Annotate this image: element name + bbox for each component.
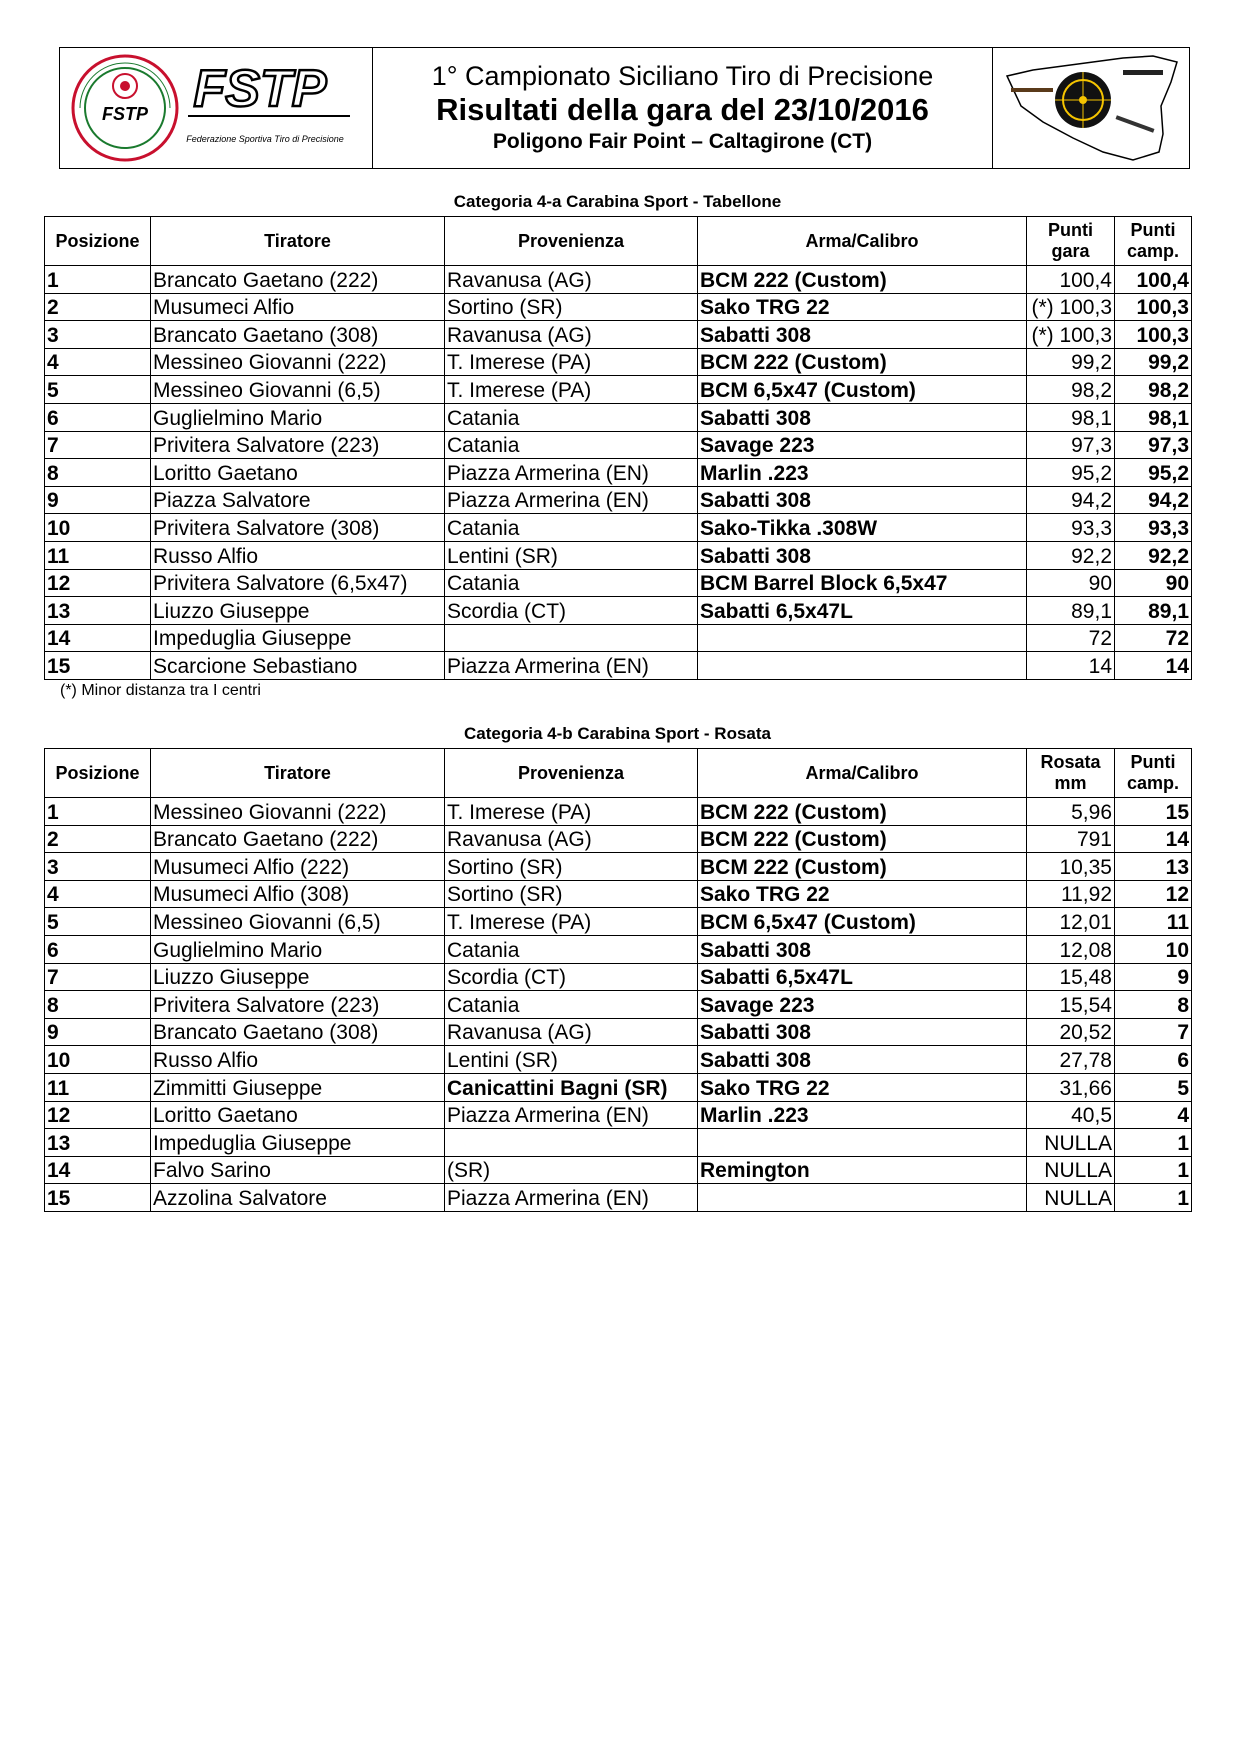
category-a-rows — [45, 266, 1192, 680]
cell-shooter-name: Zimmitti Giuseppe — [151, 1073, 445, 1101]
cell-score: 5,96 — [1027, 798, 1115, 826]
cell-origin: Ravanusa (AG) — [445, 825, 698, 853]
cell-origin: Ravanusa (AG) — [445, 1018, 698, 1046]
category-b-results-table — [44, 748, 1192, 1212]
cell-origin: T. Imerese (PA) — [445, 908, 698, 936]
cell-origin: Sortino (SR) — [445, 293, 698, 321]
col-header-arma-calibro: Arma/Calibro — [698, 749, 1027, 798]
cell-weapon-caliber: BCM 6,5x47 (Custom) — [698, 908, 1027, 936]
category-a-results-table — [44, 216, 1192, 680]
cell-shooter-name: Messineo Giovanni (222) — [151, 798, 445, 826]
cell-weapon-caliber: BCM Barrel Block 6,5x47 — [698, 569, 1027, 597]
cell-position: 2 — [45, 293, 151, 321]
cell-shooter-name: Privitera Salvatore (223) — [151, 991, 445, 1019]
cell-weapon-caliber: Sabatti 6,5x47L — [698, 597, 1027, 625]
table-row — [45, 459, 1192, 487]
cell-score: 27,78 — [1027, 1046, 1115, 1074]
cell-weapon-caliber: Sako-Tikka .308W — [698, 514, 1027, 542]
cell-position: 12 — [45, 1101, 151, 1129]
cell-origin: Catania — [445, 991, 698, 1019]
cell-championship-points: 7 — [1115, 1018, 1192, 1046]
cell-position: 10 — [45, 514, 151, 542]
cell-weapon-caliber — [698, 1184, 1027, 1212]
cell-score: 92,2 — [1027, 541, 1115, 569]
table-row — [45, 376, 1192, 404]
svg-text:FSTP: FSTP — [101, 104, 149, 124]
cell-position: 8 — [45, 991, 151, 1019]
col-header-tiratore: Tiratore — [151, 217, 445, 266]
cell-position: 5 — [45, 908, 151, 936]
cell-weapon-caliber: BCM 222 (Custom) — [698, 348, 1027, 376]
cell-championship-points: 15 — [1115, 798, 1192, 826]
cell-position: 9 — [45, 486, 151, 514]
cell-position: 7 — [45, 431, 151, 459]
cell-position: 14 — [45, 624, 151, 652]
cell-position: 3 — [45, 321, 151, 349]
cell-weapon-caliber: Sako TRG 22 — [698, 1073, 1027, 1101]
cell-championship-points: 4 — [1115, 1101, 1192, 1129]
cell-origin: Piazza Armerina (EN) — [445, 486, 698, 514]
cell-shooter-name: Messineo Giovanni (6,5) — [151, 908, 445, 936]
cell-weapon-caliber: Sabatti 6,5x47L — [698, 963, 1027, 991]
table-row — [45, 541, 1192, 569]
cell-origin — [445, 624, 698, 652]
table-row — [45, 1156, 1192, 1184]
cell-score: 14 — [1027, 652, 1115, 680]
cell-championship-points: 5 — [1115, 1073, 1192, 1101]
cell-score: 15,48 — [1027, 963, 1115, 991]
cell-championship-points: 93,3 — [1115, 514, 1192, 542]
cell-position: 6 — [45, 403, 151, 431]
table-row — [45, 266, 1192, 294]
cell-origin: Sortino (SR) — [445, 880, 698, 908]
cell-shooter-name: Musumeci Alfio (308) — [151, 880, 445, 908]
table-row — [45, 348, 1192, 376]
cell-shooter-name: Musumeci Alfio — [151, 293, 445, 321]
cell-weapon-caliber: BCM 222 (Custom) — [698, 798, 1027, 826]
col-header-punti-gara: Punti gara — [1027, 217, 1115, 266]
cell-origin: Ravanusa (AG) — [445, 266, 698, 294]
table-header-row — [45, 217, 1192, 266]
table-row — [45, 853, 1192, 881]
cell-weapon-caliber — [698, 624, 1027, 652]
col-header-arma-calibro: Arma/Calibro — [698, 217, 1027, 266]
cell-championship-points: 98,1 — [1115, 403, 1192, 431]
cell-position: 15 — [45, 652, 151, 680]
table-row — [45, 514, 1192, 542]
table-row — [45, 991, 1192, 1019]
cell-shooter-name: Privitera Salvatore (223) — [151, 431, 445, 459]
cell-shooter-name: Brancato Gaetano (222) — [151, 266, 445, 294]
cell-shooter-name: Russo Alfio — [151, 1046, 445, 1074]
cell-shooter-name: Azzolina Salvatore — [151, 1184, 445, 1212]
cell-championship-points: 95,2 — [1115, 459, 1192, 487]
cell-shooter-name: Loritto Gaetano — [151, 459, 445, 487]
col-header-punti-camp: Punti camp. — [1115, 749, 1192, 798]
cell-shooter-name: Guglielmino Mario — [151, 935, 445, 963]
cell-shooter-name: Brancato Gaetano (222) — [151, 825, 445, 853]
cell-shooter-name: Scarcione Sebastiano — [151, 652, 445, 680]
col-header-posizione: Posizione — [45, 749, 151, 798]
cell-shooter-name: Messineo Giovanni (6,5) — [151, 376, 445, 404]
cell-weapon-caliber: BCM 222 (Custom) — [698, 825, 1027, 853]
cell-shooter-name: Liuzzo Giuseppe — [151, 597, 445, 625]
fstp-logo — [60, 48, 373, 168]
cell-weapon-caliber: BCM 222 (Custom) — [698, 853, 1027, 881]
cell-championship-points: 9 — [1115, 963, 1192, 991]
cell-position: 5 — [45, 376, 151, 404]
header-title-block — [373, 48, 993, 168]
cell-position: 1 — [45, 266, 151, 294]
cell-origin: Lentini (SR) — [445, 1046, 698, 1074]
cell-score: 12,01 — [1027, 908, 1115, 936]
cell-shooter-name: Messineo Giovanni (222) — [151, 348, 445, 376]
cell-score: 15,54 — [1027, 991, 1115, 1019]
cell-position: 13 — [45, 597, 151, 625]
svg-text:FSTP: FSTP — [193, 60, 327, 118]
cell-championship-points: 72 — [1115, 624, 1192, 652]
cell-championship-points: 98,2 — [1115, 376, 1192, 404]
cell-origin: T. Imerese (PA) — [445, 798, 698, 826]
cell-origin: (SR) — [445, 1156, 698, 1184]
venue-title: Poligono Fair Point – Caltagirone (CT) — [492, 130, 873, 153]
cell-weapon-caliber: Savage 223 — [698, 431, 1027, 459]
cell-shooter-name: Piazza Salvatore — [151, 486, 445, 514]
table-row — [45, 431, 1192, 459]
cell-score: 98,1 — [1027, 403, 1115, 431]
cell-position: 14 — [45, 1156, 151, 1184]
table-row — [45, 321, 1192, 349]
cell-origin: Piazza Armerina (EN) — [445, 652, 698, 680]
cell-origin: Lentini (SR) — [445, 541, 698, 569]
cell-weapon-caliber: Marlin .223 — [698, 459, 1027, 487]
cell-championship-points: 14 — [1115, 652, 1192, 680]
cell-championship-points: 8 — [1115, 991, 1192, 1019]
table-row — [45, 1018, 1192, 1046]
table-row — [45, 908, 1192, 936]
table-row — [45, 486, 1192, 514]
cell-weapon-caliber — [698, 652, 1027, 680]
col-header-posizione: Posizione — [45, 217, 151, 266]
results-date-title: Risultati della gara del 23/10/2016 — [436, 92, 929, 127]
table-row — [45, 597, 1192, 625]
cell-weapon-caliber: Remington — [698, 1156, 1027, 1184]
cell-championship-points: 10 — [1115, 935, 1192, 963]
cell-shooter-name: Falvo Sarino — [151, 1156, 445, 1184]
cell-championship-points: 11 — [1115, 908, 1192, 936]
cell-origin: Sortino (SR) — [445, 853, 698, 881]
cell-origin: Catania — [445, 514, 698, 542]
cell-shooter-name: Impeduglia Giuseppe — [151, 1129, 445, 1157]
category-b-title: Categoria 4-b Carabina Sport - Rosata — [463, 724, 771, 743]
cell-score: 89,1 — [1027, 597, 1115, 625]
table-row — [45, 403, 1192, 431]
cell-origin: T. Imerese (PA) — [445, 348, 698, 376]
cell-position: 4 — [45, 880, 151, 908]
cell-score: 93,3 — [1027, 514, 1115, 542]
cell-championship-points: 12 — [1115, 880, 1192, 908]
document-header — [59, 47, 1190, 169]
cell-origin: Ravanusa (AG) — [445, 321, 698, 349]
cell-weapon-caliber: Sabatti 308 — [698, 486, 1027, 514]
cell-score: NULLA — [1027, 1129, 1115, 1157]
cell-position: 1 — [45, 798, 151, 826]
cell-championship-points: 1 — [1115, 1129, 1192, 1157]
cell-championship-points: 1 — [1115, 1156, 1192, 1184]
footnote-minor-distanza: (*) Minor distanza tra I centri — [60, 682, 261, 699]
cell-origin: Canicattini Bagni (SR) — [445, 1073, 698, 1101]
cell-position: 11 — [45, 1073, 151, 1101]
cell-shooter-name: Brancato Gaetano (308) — [151, 1018, 445, 1046]
table-row — [45, 825, 1192, 853]
cell-weapon-caliber: Sabatti 308 — [698, 403, 1027, 431]
cell-position: 9 — [45, 1018, 151, 1046]
cell-position: 7 — [45, 963, 151, 991]
cell-score: 94,2 — [1027, 486, 1115, 514]
table-row — [45, 569, 1192, 597]
cell-position: 11 — [45, 541, 151, 569]
cell-score: 40,5 — [1027, 1101, 1115, 1129]
cell-score: 95,2 — [1027, 459, 1115, 487]
cell-shooter-name: Brancato Gaetano (308) — [151, 321, 445, 349]
cell-score: 100,4 — [1027, 266, 1115, 294]
cell-championship-points: 100,3 — [1115, 293, 1192, 321]
cell-championship-points: 13 — [1115, 853, 1192, 881]
cell-championship-points: 90 — [1115, 569, 1192, 597]
cell-championship-points: 92,2 — [1115, 541, 1192, 569]
cell-shooter-name: Musumeci Alfio (222) — [151, 853, 445, 881]
cell-score: 12,08 — [1027, 935, 1115, 963]
cell-weapon-caliber: Savage 223 — [698, 991, 1027, 1019]
cell-weapon-caliber: Marlin .223 — [698, 1101, 1027, 1129]
cell-origin: Scordia (CT) — [445, 963, 698, 991]
cell-shooter-name: Liuzzo Giuseppe — [151, 963, 445, 991]
cell-championship-points: 89,1 — [1115, 597, 1192, 625]
cell-origin: Catania — [445, 935, 698, 963]
table-row — [45, 935, 1192, 963]
cell-origin: Catania — [445, 569, 698, 597]
table-row — [45, 652, 1192, 680]
col-header-tiratore: Tiratore — [151, 749, 445, 798]
cell-championship-points: 14 — [1115, 825, 1192, 853]
cell-score: 90 — [1027, 569, 1115, 597]
col-header-provenienza: Provenienza — [445, 217, 698, 266]
cell-score: 99,2 — [1027, 348, 1115, 376]
cell-origin — [445, 1129, 698, 1157]
cell-weapon-caliber: Sako TRG 22 — [698, 293, 1027, 321]
cell-championship-points: 99,2 — [1115, 348, 1192, 376]
cell-origin: Piazza Armerina (EN) — [445, 1184, 698, 1212]
svg-text:Federazione Sportiva Tiro di P: Federazione Sportiva Tiro di Precisione — [186, 134, 344, 144]
category-a-title: Categoria 4-a Carabina Sport - Tabellone — [453, 192, 782, 211]
table-row — [45, 798, 1192, 826]
cell-weapon-caliber: Sabatti 308 — [698, 541, 1027, 569]
cell-score: 791 — [1027, 825, 1115, 853]
col-header-rosata-mm: Rosata mm — [1027, 749, 1115, 798]
cell-position: 10 — [45, 1046, 151, 1074]
cell-score: 20,52 — [1027, 1018, 1115, 1046]
col-header-punti-camp: Punti camp. — [1115, 217, 1192, 266]
cell-origin: Scordia (CT) — [445, 597, 698, 625]
cell-position: 3 — [45, 853, 151, 881]
cell-weapon-caliber — [698, 1129, 1027, 1157]
cell-shooter-name: Russo Alfio — [151, 541, 445, 569]
cell-championship-points: 1 — [1115, 1184, 1192, 1212]
fstp-emblem-icon — [60, 48, 373, 168]
cell-score: 10,35 — [1027, 853, 1115, 881]
sicily-map-icon — [993, 48, 1189, 168]
cell-score: 98,2 — [1027, 376, 1115, 404]
cell-position: 12 — [45, 569, 151, 597]
cell-weapon-caliber: BCM 6,5x47 (Custom) — [698, 376, 1027, 404]
cell-origin: T. Imerese (PA) — [445, 376, 698, 404]
category-b-rows — [45, 798, 1192, 1212]
table-row — [45, 1073, 1192, 1101]
cell-weapon-caliber: BCM 222 (Custom) — [698, 266, 1027, 294]
cell-championship-points: 97,3 — [1115, 431, 1192, 459]
cell-championship-points: 100,3 — [1115, 321, 1192, 349]
table-row — [45, 624, 1192, 652]
cell-shooter-name: Privitera Salvatore (308) — [151, 514, 445, 542]
cell-position: 15 — [45, 1184, 151, 1212]
cell-weapon-caliber: Sabatti 308 — [698, 321, 1027, 349]
cell-position: 2 — [45, 825, 151, 853]
cell-origin: Piazza Armerina (EN) — [445, 459, 698, 487]
cell-shooter-name: Impeduglia Giuseppe — [151, 624, 445, 652]
cell-shooter-name: Guglielmino Mario — [151, 403, 445, 431]
cell-score: (*) 100,3 — [1027, 293, 1115, 321]
cell-score: 72 — [1027, 624, 1115, 652]
cell-score: NULLA — [1027, 1184, 1115, 1212]
sicily-map-logo — [993, 48, 1189, 168]
cell-score: 11,92 — [1027, 880, 1115, 908]
cell-score: (*) 100,3 — [1027, 321, 1115, 349]
table-row — [45, 1101, 1192, 1129]
cell-shooter-name: Privitera Salvatore (6,5x47) — [151, 569, 445, 597]
cell-position: 8 — [45, 459, 151, 487]
championship-title: 1° Campionato Siciliano Tiro di Precisione — [431, 61, 934, 91]
cell-score: NULLA — [1027, 1156, 1115, 1184]
cell-weapon-caliber: Sabatti 308 — [698, 935, 1027, 963]
cell-position: 6 — [45, 935, 151, 963]
table-header-row — [45, 749, 1192, 798]
cell-origin: Piazza Armerina (EN) — [445, 1101, 698, 1129]
cell-shooter-name: Loritto Gaetano — [151, 1101, 445, 1129]
cell-origin: Catania — [445, 403, 698, 431]
table-row — [45, 880, 1192, 908]
cell-weapon-caliber: Sabatti 308 — [698, 1046, 1027, 1074]
cell-weapon-caliber: Sabatti 308 — [698, 1018, 1027, 1046]
table-row — [45, 293, 1192, 321]
cell-weapon-caliber: Sako TRG 22 — [698, 880, 1027, 908]
cell-position: 13 — [45, 1129, 151, 1157]
cell-championship-points: 6 — [1115, 1046, 1192, 1074]
cell-score: 97,3 — [1027, 431, 1115, 459]
cell-score: 31,66 — [1027, 1073, 1115, 1101]
table-row — [45, 963, 1192, 991]
cell-championship-points: 100,4 — [1115, 266, 1192, 294]
cell-position: 4 — [45, 348, 151, 376]
table-row — [45, 1129, 1192, 1157]
table-row — [45, 1184, 1192, 1212]
cell-origin: Catania — [445, 431, 698, 459]
cell-championship-points: 94,2 — [1115, 486, 1192, 514]
table-row — [45, 1046, 1192, 1074]
col-header-provenienza: Provenienza — [445, 749, 698, 798]
